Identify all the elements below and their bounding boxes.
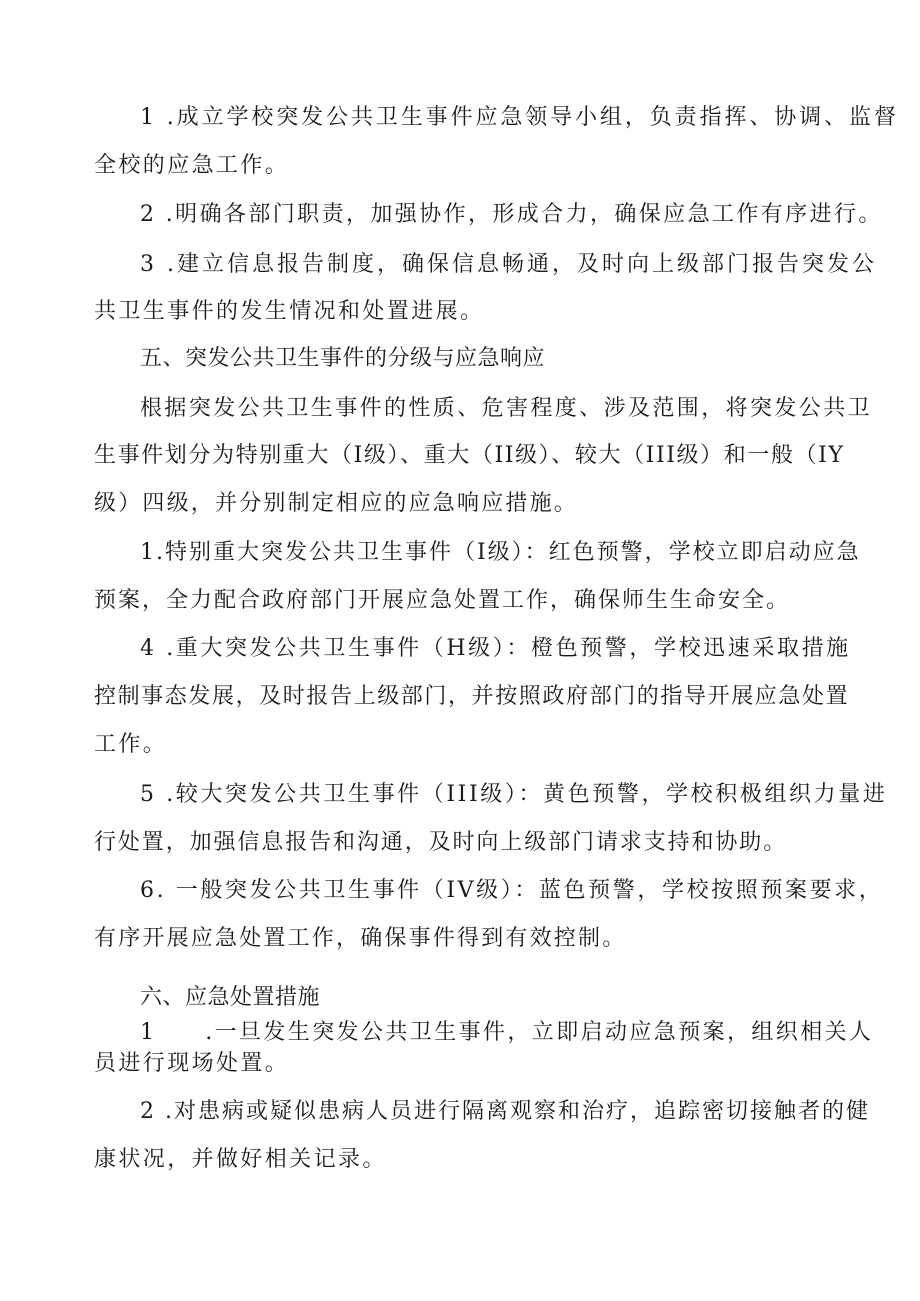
paragraph-line: 5 .较大突发公共卫生事件（III级）：黄色预警，学校积极组织力量进 — [140, 782, 888, 807]
paragraph-line: 全校的应急工作。 — [94, 153, 290, 178]
paragraph-line: 行处置，加强信息报告和沟通，及时向上级部门请求支持和协助。 — [94, 830, 788, 855]
paragraph-line: 4 .重大突发公共卫生事件（H级）：橙色预警，学校迅速采取措施 — [140, 636, 851, 661]
paragraph-line: 员进行现场处置。 — [94, 1051, 290, 1076]
paragraph-line: 工作。 — [94, 732, 168, 757]
paragraph-line: 控制事态发展，及时报告上级部门，并按照政府部门的指导开展应急处置 — [94, 684, 850, 709]
paragraph-line: 根据突发公共卫生事件的性质、危害程度、涉及范围，将突发公共卫 — [140, 396, 873, 421]
section-heading: 六、应急处置措施 — [140, 985, 321, 1010]
paragraph-line: 有序开展应急处置工作，确保事件得到有效控制。 — [94, 926, 627, 951]
paragraph-line: 3 .建立信息报告制度，确保信息畅通，及时向上级部门报告突发公 — [140, 252, 877, 277]
section-heading: 五、突发公共卫生事件的分级与应急响应 — [140, 346, 546, 371]
paragraph-line: 生事件划分为特别重大（I级）、重大（II级）、较大（III级）和一般（IY — [94, 443, 845, 468]
paragraph-line: 康状况，并做好相关记录。 — [94, 1147, 387, 1172]
paragraph-line: 1 .成立学校突发公共卫生事件应急领导小组，负责指挥、协调、监督 — [140, 105, 899, 130]
paragraph-line: 预案，全力配合政府部门开展应急处置工作，确保师生生命安全。 — [94, 588, 791, 613]
paragraph-line: 共卫生事件的发生情况和处置进展。 — [94, 299, 485, 324]
paragraph-line: 6. 一般突发公共卫生事件（IV级）：蓝色预警，学校按照预案要求， — [140, 878, 884, 903]
paragraph-line: 1 .一旦发生突发公共卫生事件，立即启动应急预案，组织相关人 — [140, 1020, 874, 1045]
paragraph-line: 1.特别重大突发公共卫生事件（I级）：红色预警，学校立即启动应急 — [140, 540, 861, 565]
paragraph-line: 2 .对患病或疑似患病人员进行隔离观察和治疗，追踪密切接触者的健 — [140, 1099, 870, 1124]
paragraph-line: 2 .明确各部门职责，加强协作，形成合力，确保应急工作有序进行。 — [140, 202, 883, 227]
paragraph-line: 级）四级，并分别制定相应的应急响应措施。 — [94, 491, 579, 516]
